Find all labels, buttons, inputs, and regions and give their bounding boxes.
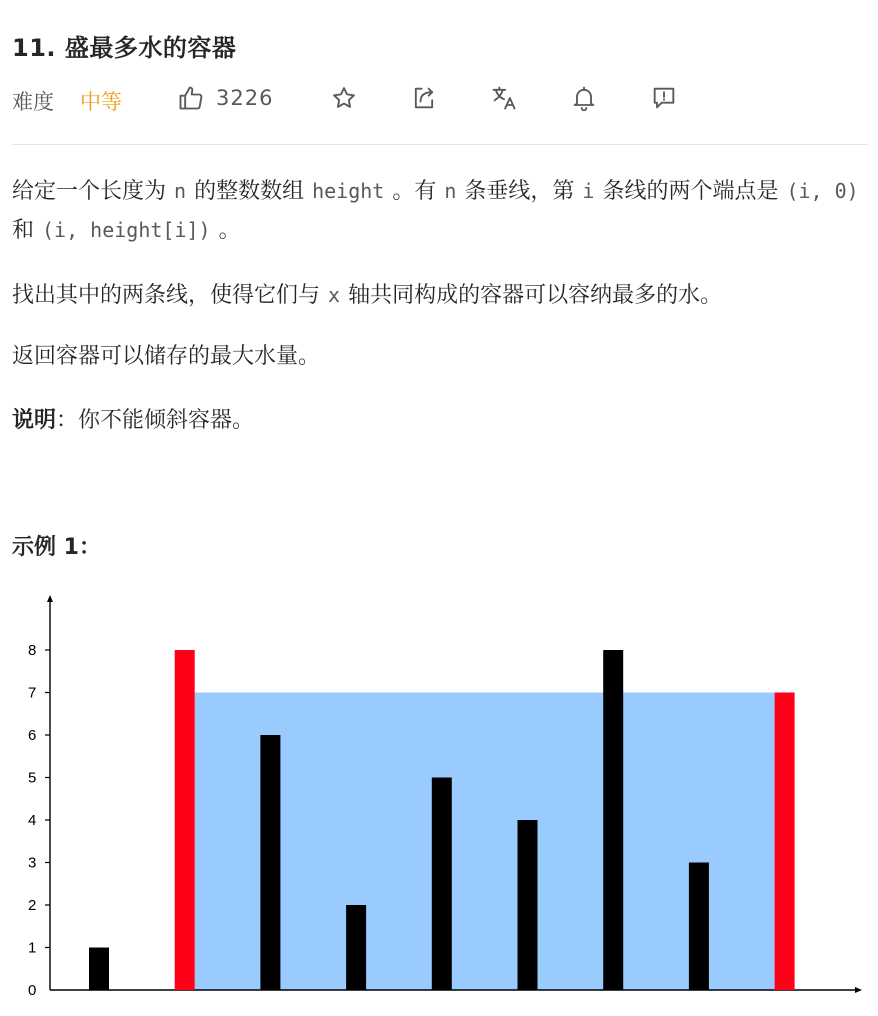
like-count: 3226: [216, 86, 274, 110]
y-tick-label: 4: [28, 812, 37, 829]
description-paragraph-3: 返回容器可以储存的最大水量。: [12, 344, 321, 369]
text: 和: [12, 218, 35, 243]
water-area: [195, 693, 775, 991]
text: 条垂线，第: [464, 179, 575, 204]
y-tick-label: 7: [28, 684, 37, 702]
difficulty-label: 难度: [12, 90, 54, 114]
problem-meta-bar: [12, 82, 872, 116]
note-paragraph: [12, 402, 872, 440]
bar: [518, 820, 538, 990]
y-tick-label: 6: [28, 727, 37, 744]
note-label: 说明: [12, 408, 57, 433]
code-n: n: [174, 179, 187, 203]
code-n: n: [444, 179, 457, 203]
code-point-a: (i, 0): [786, 179, 859, 203]
example-heading: 示例 1：: [12, 535, 101, 560]
bell-icon[interactable]: [570, 84, 598, 112]
y-axis-arrow: [47, 595, 53, 602]
highlighted-bar: [775, 693, 795, 991]
x-axis-arrow: [855, 987, 862, 993]
code-height: height: [312, 179, 385, 203]
difficulty-badge: 中等: [80, 90, 122, 114]
bar: [689, 863, 709, 991]
description-paragraph-1: [12, 172, 872, 250]
feedback-icon[interactable]: [650, 84, 678, 112]
y-tick-label: 8: [28, 642, 37, 659]
problem-title: 11. 盛最多水的容器: [12, 34, 237, 62]
y-tick-label: 2: [28, 897, 37, 914]
bar: [346, 905, 366, 990]
container-chart: [0, 590, 878, 1010]
text: 。有: [392, 179, 437, 204]
highlighted-bar: [175, 650, 195, 990]
text: 的整数数组: [194, 179, 305, 204]
description-paragraph-2: [12, 276, 872, 315]
y-tick-label: 0: [28, 982, 37, 999]
text: 给定一个长度为: [12, 179, 167, 204]
text: 。: [218, 218, 241, 243]
translate-icon[interactable]: [490, 84, 518, 112]
share-icon[interactable]: [410, 84, 438, 112]
header-divider: [12, 144, 868, 145]
text: 找出其中的两条线，使得它们与: [12, 283, 321, 308]
note-text: ：你不能倾斜容器。: [56, 408, 255, 433]
code-i: i: [582, 179, 595, 203]
text: 轴共同构成的容器可以容纳最多的水。: [348, 283, 723, 308]
star-icon[interactable]: [330, 84, 358, 112]
bar: [260, 735, 280, 990]
y-tick-label: 5: [28, 769, 37, 787]
thumbs-up-icon[interactable]: [177, 84, 205, 112]
bar: [432, 778, 452, 991]
y-tick-label: 3: [28, 854, 37, 872]
code-x: x: [328, 283, 341, 307]
code-point-b: (i, height[i]): [42, 218, 211, 242]
bar: [89, 948, 109, 991]
bar: [603, 650, 623, 990]
text: 条线的两个端点是: [602, 179, 779, 204]
y-tick-label: 1: [28, 939, 37, 957]
